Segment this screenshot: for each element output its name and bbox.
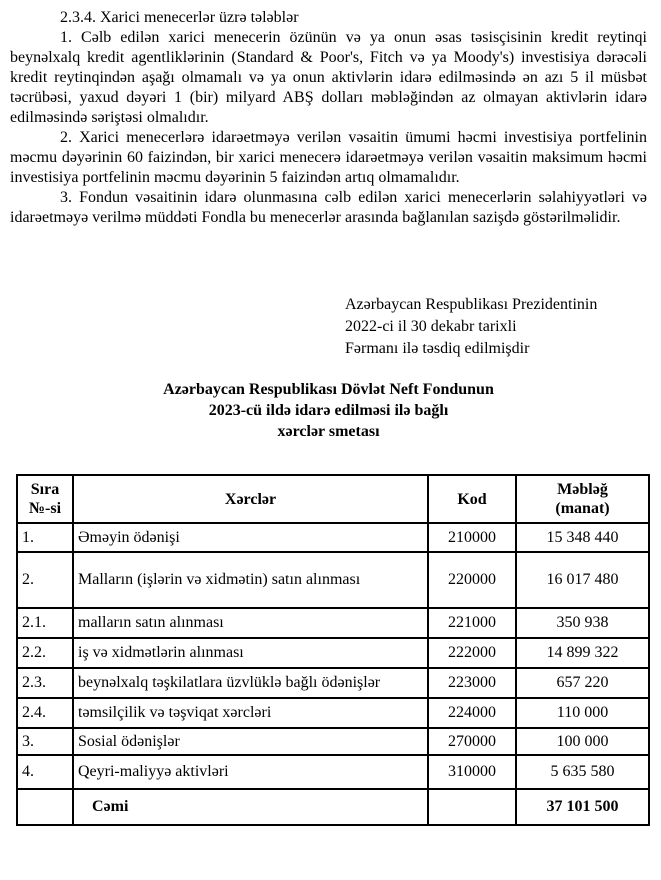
header-mebleg-manat (516, 475, 649, 523)
cell-amount: 14 899 322 (516, 638, 649, 668)
title-line-3: xərclər smetası (277, 423, 380, 440)
table-row (17, 608, 649, 638)
cell-total-label: Cəmi (73, 789, 428, 825)
cell-desc: Qeyri-maliyyə aktivləri (73, 755, 428, 789)
cell-desc: beynəlxalq təşkilatlara üzvlüklə bağlı ödənişlər (73, 668, 428, 698)
header-xercler: Xərclər (73, 475, 428, 523)
cell-code: 222000 (428, 638, 516, 668)
cell-no: 2.1. (17, 608, 73, 638)
section-body (10, 8, 647, 228)
cell-amount: 15 348 440 (516, 523, 649, 552)
cell-desc: iş və xidmətlərin alınması (73, 638, 428, 668)
section-heading: 2.3.4. Xarici menecerlər üzrə tələblər (60, 9, 299, 26)
cell-desc: malların satın alınması (73, 608, 428, 638)
cell-amount: 16 017 480 (516, 552, 649, 608)
header-sira-line2: №-si (28, 500, 62, 517)
header-sira-line1: Sıra (30, 481, 60, 498)
cell-code: 220000 (428, 552, 516, 608)
table-row (17, 698, 649, 728)
cell-code: 310000 (428, 755, 516, 789)
document-title (10, 379, 647, 442)
cell-amount: 110 000 (516, 698, 649, 728)
approval-line-2: 2022-ci il 30 dekabr tarixli (345, 318, 517, 335)
table-row (17, 668, 649, 698)
header-kod: Kod (428, 475, 516, 523)
title-line-1: Azərbaycan Respublikası Dövlət Neft Fondunun (163, 381, 494, 398)
cell-amount: 657 220 (516, 668, 649, 698)
cell-no: 1. (17, 523, 73, 552)
cell-desc: təmsilçilik və təşviqat xərcləri (73, 698, 428, 728)
table-row (17, 552, 649, 608)
table-row (17, 728, 649, 755)
cell-code: 223000 (428, 668, 516, 698)
header-sira-no-si (17, 475, 73, 523)
paragraph-2: 2. Xarici menecerlərə idarəetməyə verilən vəsaitin ümumi həcmi investisiya portfelinin məcmu dəyərinin 60 faizindən, bir xarici menecerə idarəetməyə verilən vəsaitin maksimum həcmi investisiya portfelinin məcmu dəyərinin 5 faizindən artıq olmamalıdır. (10, 129, 647, 186)
cell-no: 2.2. (17, 638, 73, 668)
cell-code: 270000 (428, 728, 516, 755)
cell-amount: 350 938 (516, 608, 649, 638)
approval-block (345, 294, 647, 360)
approval-line-3: Fərmanı ilə təsdiq edilmişdir (345, 340, 530, 357)
cell-total-amount: 37 101 500 (516, 789, 649, 825)
approval-line-1: Azərbaycan Respublikası Prezidentinin (345, 296, 598, 313)
paragraph-3: 3. Fondun vəsaitinin idarə olunmasına cəlb edilən xarici menecerlərin səlahiyyətləri və idarəetməyə verilmə müddəti Fondla bu menecerlər arasında bağlanılan sazişdə göstərilməlidir. (10, 189, 647, 226)
cell-code: 221000 (428, 608, 516, 638)
cell-no: 2. (17, 552, 73, 608)
table-row (17, 638, 649, 668)
cell-desc: Sosial ödənişlər (73, 728, 428, 755)
cell-desc: Əməyin ödənişi (73, 523, 428, 552)
cell-code (428, 789, 516, 825)
cell-no: 2.3. (17, 668, 73, 698)
cell-code: 224000 (428, 698, 516, 728)
cell-no: 4. (17, 755, 73, 789)
cell-amount: 5 635 580 (516, 755, 649, 789)
header-mebleg-line1: Məbləğ (557, 481, 608, 498)
table-header-row (17, 475, 649, 523)
cell-code: 210000 (428, 523, 516, 552)
paragraph-1: 1. Cəlb edilən xarici menecerin özünün və ya onun əsas təsisçisinin kredit reytinqi beynəlxalq kredit agentliklərinin (Standard & Poor's, Fitch və ya Moody's) investisiya dərəcəli kredit reytinqindən aşağı olmamalı və ya onun aktivlərin idarə edilməsində ən azı 5 il müsbət təcrübəsi, yaxud dəyəri 1 (bir) milyard ABŞ dolları məbləğindən az olmayan aktivlərin idarə edilməsində səriştəsi olmalıdır. (10, 29, 647, 126)
table-row (17, 523, 649, 552)
expenses-table (16, 474, 650, 826)
table-row (17, 755, 649, 789)
cell-no (17, 789, 73, 825)
cell-desc: Malların (işlərin və xidmətin) satın alınması (73, 552, 428, 608)
header-mebleg-line2: (manat) (555, 500, 610, 517)
table-total-row (17, 789, 649, 825)
cell-no: 3. (17, 728, 73, 755)
cell-no: 2.4. (17, 698, 73, 728)
cell-amount: 100 000 (516, 728, 649, 755)
title-line-2: 2023-cü ildə idarə edilməsi ilə bağlı (208, 402, 449, 419)
